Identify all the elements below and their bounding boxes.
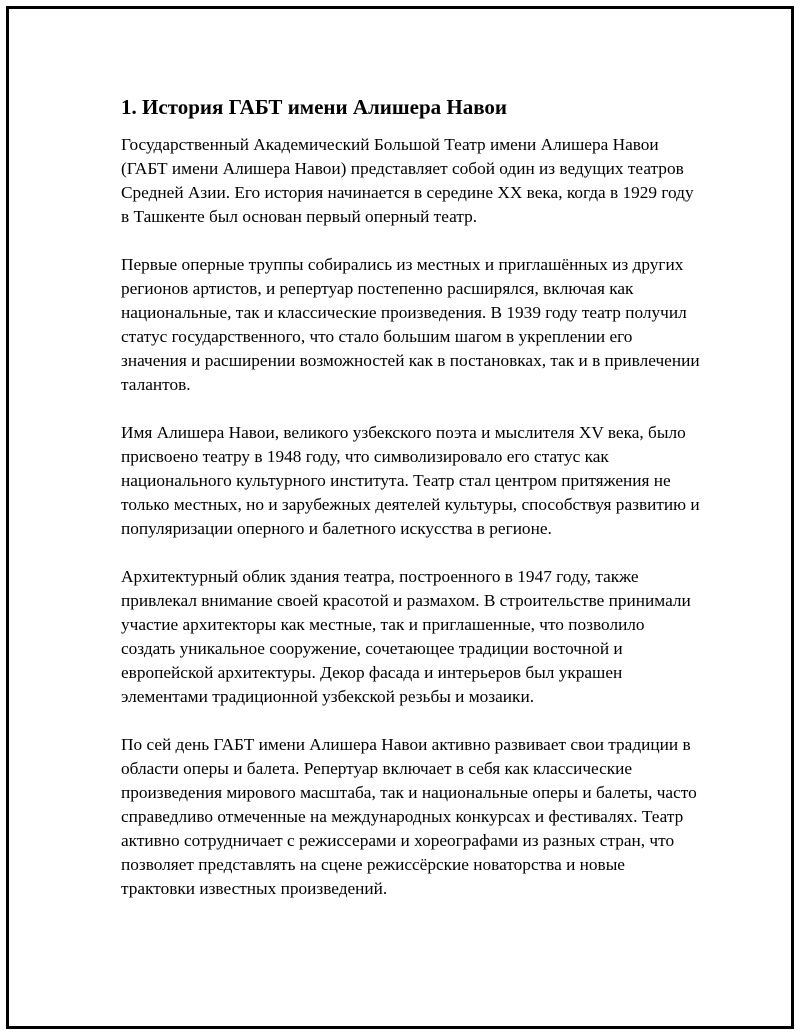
section-title: 1. История ГАБТ имени Алишера Навои [121,95,508,119]
page-frame [6,6,794,1029]
paragraph-2: Первые оперные труппы собирались из местных и приглашённых из других регионов артистов, и репертуар постепенно расширялся, включая как национальные, так и классические произведения. В 1939 году театр получил статус государственного, что стало большим шагом в укреплении его значения и расширении возможностей как в постановках, так и в привлечении талантов. [121,255,700,394]
paragraph-4: Архитектурный облик здания театра, построенного в 1947 году, также привлекал внимание своей красотой и размахом. В строительстве принимали участие архитекторы как местные, так и приглашенные, что позволило создать уникальное сооружение, сочетающее традиции восточной и европейской архитектуры. Декор фасада и интерьеров был украшен элементами традиционной узбекской резьбы и мозаики. [121,567,691,706]
paragraph-3: Имя Алишера Навои, великого узбекского поэта и мыслителя XV века, было присвоено театру в 1948 году, что символизировало его статус как национального культурного института. Театр стал центром притяжения не только местных, но и зарубежных деятелей культуры, способствуя развитию и популяризации оперного и балетного искусства в регионе. [121,423,700,538]
paragraph-1: Государственный Академический Большой Театр имени Алишера Навои (ГАБТ имени Алишера Навои) представляет собой один из ведущих театров Средней Азии. Его история начинается в середине XX века, когда в 1929 году в Ташкенте был основан первый оперный театр. [121,135,694,226]
document-body [121,93,701,925]
paragraph-5: По сей день ГАБТ имени Алишера Навои активно развивает свои традиции в области оперы и балета. Репертуар включает в себя как классические произведения мирового масштаба, так и национальные оперы и балеты, часто справедливо отмеченные на международных конкурсах и фестивалях. Театр активно сотрудничает с режиссерами и хореографами из разных стран, что позволяет представлять на сцене режиссёрские новаторства и новые трактовки известных произведений. [121,735,697,898]
